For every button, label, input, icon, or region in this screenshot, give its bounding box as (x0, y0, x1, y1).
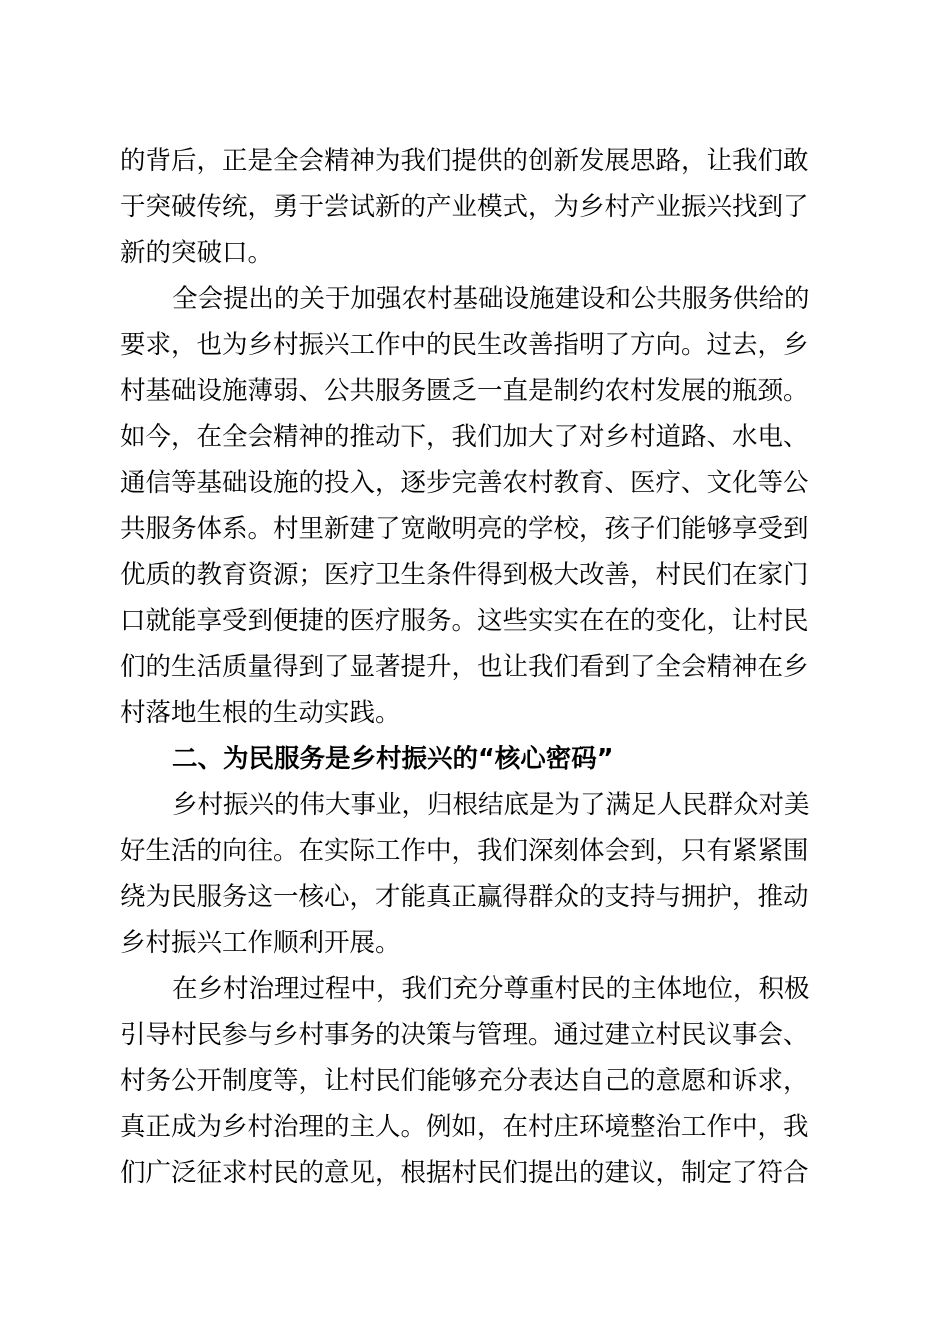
text-line-13: 村落地生根的生动实践。 (120, 698, 401, 728)
text-line-15: 乡村振兴的伟大事业，归根结底是为了满足人民群众对美 (172, 790, 810, 820)
text-line-8: 通信等基础设施的投入，逐步完善农村教育、医疗、文化等公 (120, 468, 809, 498)
text-line-20: 引导村民参与乡村事务的决策与管理。通过建立村民议事会、 (120, 1020, 809, 1050)
text-line-1: 的背后，正是全会精神为我们提供的创新发展思路，让我们敢 (120, 146, 809, 176)
section-heading: 二、为民服务是乡村振兴的“核心密码” (172, 744, 614, 774)
text-line-17: 绕为民服务这一核心，才能真正赢得群众的支持与拥护，推动 (120, 882, 809, 912)
text-line-7: 如今，在全会精神的推动下，我们加大了对乡村道路、水电、 (120, 422, 809, 452)
text-line-6: 村基础设施薄弱、公共服务匮乏一直是制约农村发展的瓶颈。 (120, 376, 809, 406)
text-line-22: 真正成为乡村治理的主人。例如，在村庄环境整治工作中，我 (120, 1112, 809, 1142)
text-line-12: 们的生活质量得到了显著提升，也让我们看到了全会精神在乡 (120, 652, 809, 682)
text-line-5: 要求，也为乡村振兴工作中的民生改善指明了方向。过去，乡 (120, 330, 809, 360)
text-line-9: 共服务体系。村里新建了宽敞明亮的学校，孩子们能够享受到 (120, 514, 809, 544)
text-line-19: 在乡村治理过程中，我们充分尊重村民的主体地位，积极 (172, 974, 810, 1004)
text-line-21: 村务公开制度等，让村民们能够充分表达自己的意愿和诉求， (120, 1066, 809, 1096)
text-line-16: 好生活的向往。在实际工作中，我们深刻体会到，只有紧紧围 (120, 836, 809, 866)
text-line-10: 优质的教育资源；医疗卫生条件得到极大改善，村民们在家门 (120, 560, 809, 590)
text-line-11: 口就能享受到便捷的医疗服务。这些实实在在的变化，让村民 (120, 606, 809, 636)
text-line-18: 乡村振兴工作顺利开展。 (120, 928, 401, 958)
text-line-23: 们广泛征求村民的意见，根据村民们提出的建议，制定了符合 (120, 1158, 809, 1188)
text-line-4: 全会提出的关于加强农村基础设施建设和公共服务供给的 (172, 284, 810, 314)
text-line-3: 新的突破口。 (120, 238, 274, 268)
text-line-2: 于突破传统，勇于尝试新的产业模式，为乡村产业振兴找到了 (120, 192, 809, 222)
